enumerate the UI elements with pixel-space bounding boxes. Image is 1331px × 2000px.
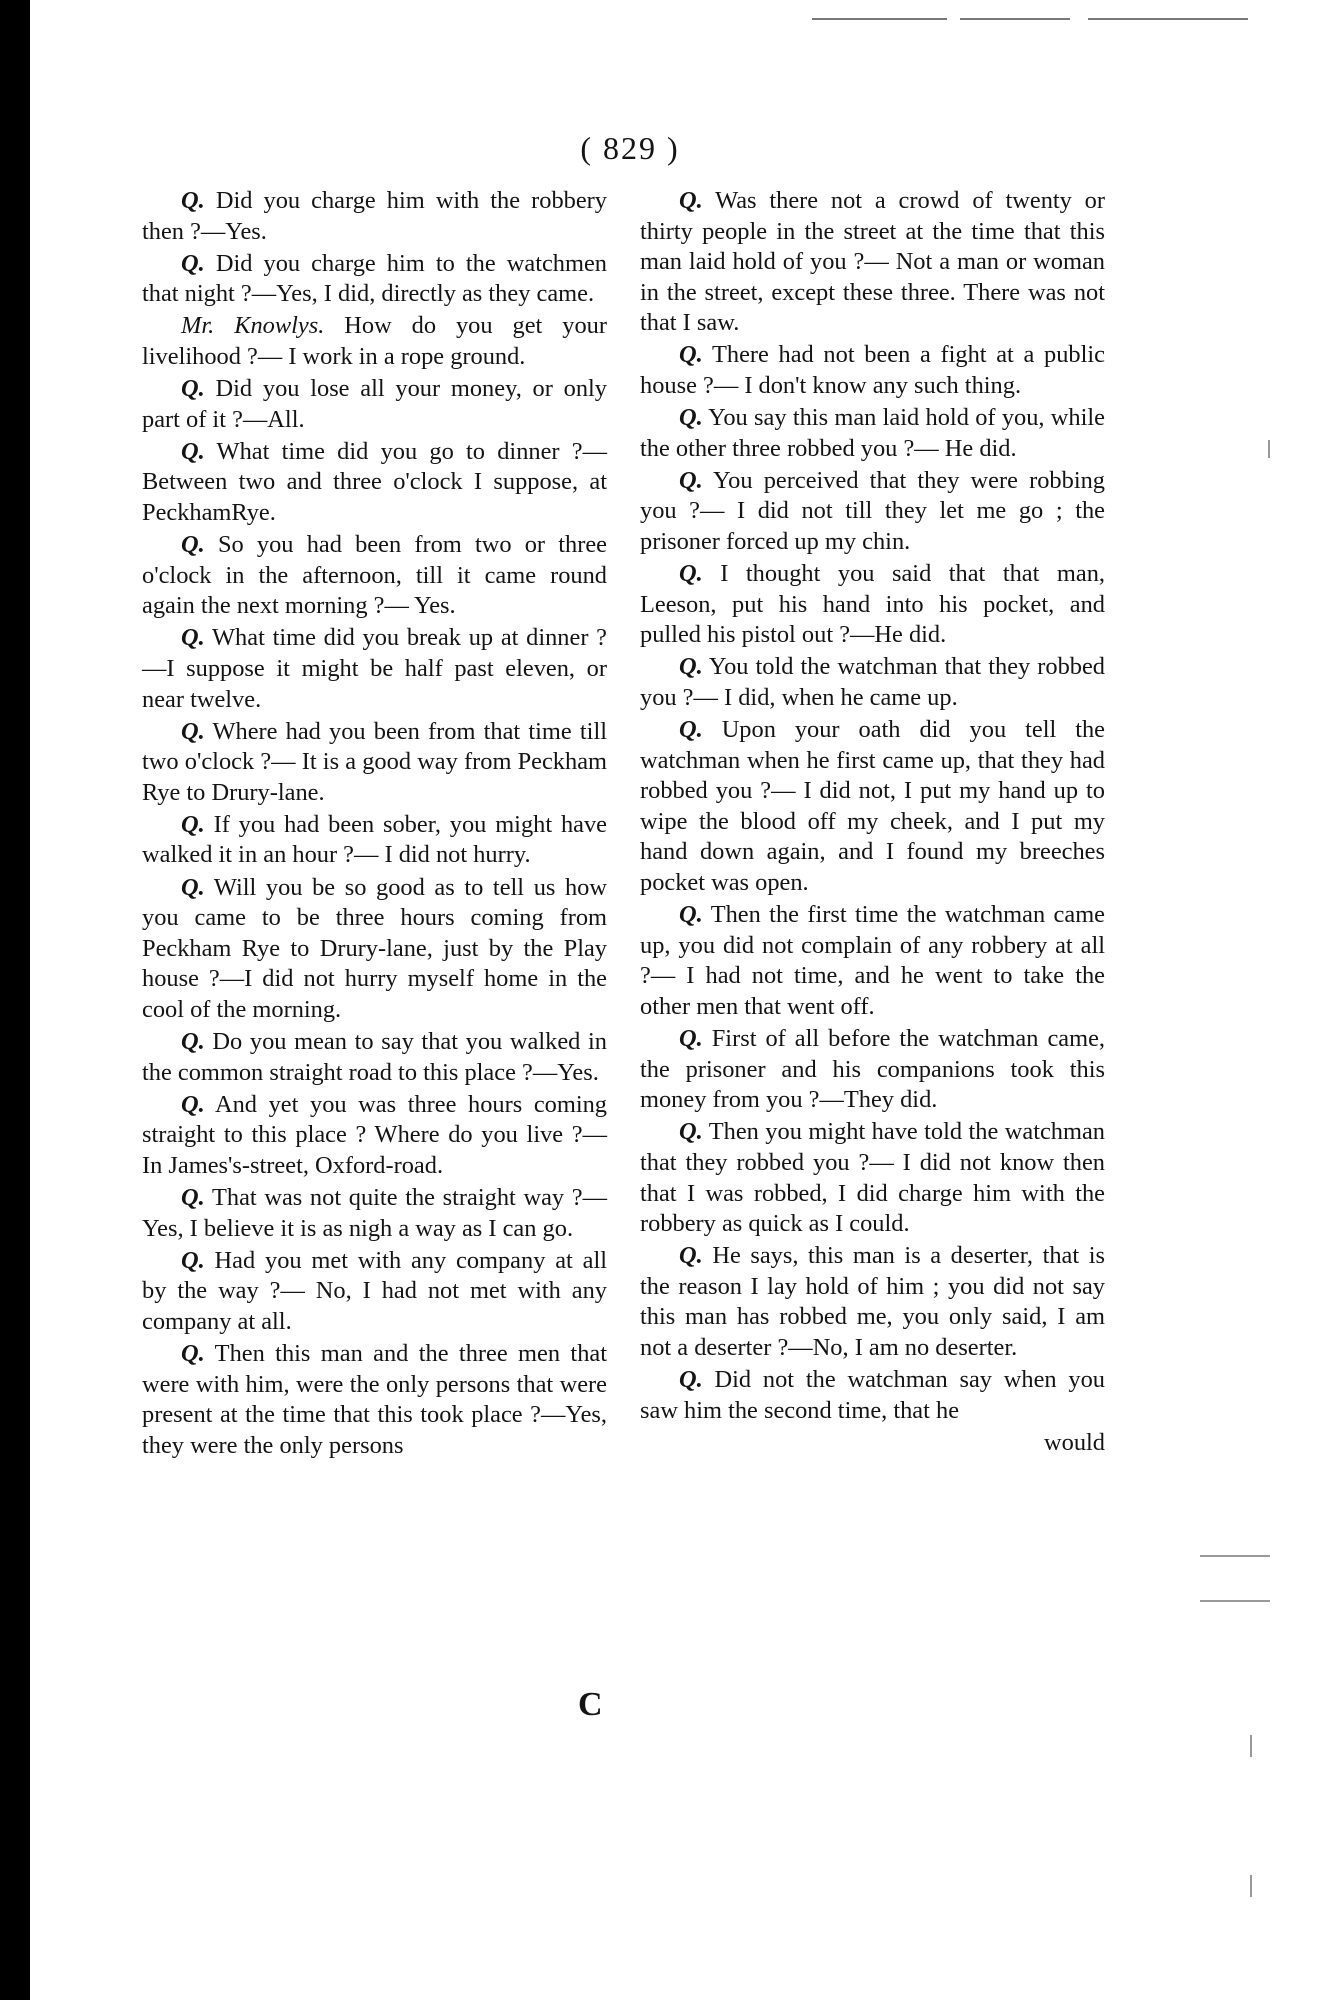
paragraph-text: If you had been sober, you might have walked it in an hour ?— I did not hurry. bbox=[142, 810, 607, 869]
paragraph-text: Where had you been from that time till two o'clock ?— It is a good way from Peckham Rye to Drury-lane. bbox=[142, 717, 607, 806]
paragraph-text: You perceived that they were robbing you ?— I did not till they let me go ; the prisoner forced up my chin. bbox=[640, 466, 1105, 556]
question-mark: Q. bbox=[181, 1246, 205, 1274]
paragraph-text: I thought you said that that man, Leeson, put his hand into his pocket, and pulled his pistol out ?—He did. bbox=[640, 560, 1105, 649]
paragraph bbox=[640, 403, 1105, 464]
paragraph-text: How do you get your livelihood ?— I work in a rope ground. bbox=[142, 312, 607, 370]
question-mark: Q. bbox=[181, 249, 205, 277]
paragraph bbox=[142, 623, 607, 715]
paragraph-text: What time did you go to dinner ?—Between two and three o'clock I suppose, at PeckhamRye. bbox=[142, 437, 607, 526]
paragraph bbox=[142, 374, 607, 435]
paragraph-text: And yet you was three hours coming straight to this place ? Where do you live ?— In James's-street, Oxford-road. bbox=[142, 1090, 607, 1179]
paragraph-text: Did not the watchman say when you saw him the second time, that he bbox=[640, 1366, 1105, 1424]
top-rule-2 bbox=[960, 18, 1070, 20]
paragraph bbox=[142, 1183, 607, 1244]
paragraph bbox=[640, 900, 1105, 1022]
paragraph bbox=[640, 559, 1105, 651]
paragraph-text: Do you mean to say that you walked in the common straight road to this place ?—Yes. bbox=[142, 1028, 607, 1086]
question-mark: Q. bbox=[679, 901, 703, 929]
question-mark: Q. bbox=[181, 1339, 205, 1367]
signature-mark: C bbox=[578, 1686, 603, 1723]
paragraph-text: What time did you break up at dinner ?—I suppose it might be half past eleven, or near twelve. bbox=[142, 624, 607, 713]
paragraph bbox=[640, 1024, 1105, 1116]
question-mark: Q. bbox=[181, 375, 205, 403]
question-mark: Q. bbox=[181, 624, 205, 652]
paragraph-text: There had not been a fight at a public house ?— I don't know any such thing. bbox=[640, 341, 1105, 400]
paragraph bbox=[142, 1027, 607, 1088]
paragraph bbox=[142, 437, 607, 529]
question-mark: Q. bbox=[679, 716, 703, 744]
question-mark: Q. bbox=[181, 873, 205, 901]
paragraph bbox=[640, 1117, 1105, 1239]
margin-mark bbox=[1268, 440, 1270, 458]
page-number: ( 829 ) bbox=[580, 130, 680, 166]
question-mark: Q. bbox=[181, 1028, 205, 1056]
question-mark: Q. bbox=[679, 560, 703, 588]
margin-mark bbox=[1200, 1600, 1270, 1602]
paragraph-text: Did you lose all your money, or only part of it ?—All. bbox=[142, 375, 607, 433]
paragraph-text: That was not quite the straight way ?—Yes, I believe it is as nigh a way as I can go. bbox=[142, 1184, 607, 1242]
paragraph-text: First of all before the watchman came, the prisoner and his companions took this money from you ?—They did. bbox=[640, 1025, 1105, 1114]
question-mark: Q. bbox=[679, 1025, 703, 1053]
question-mark: Q. bbox=[181, 531, 205, 559]
left-column bbox=[142, 186, 607, 1463]
question-mark: Q. bbox=[679, 187, 703, 214]
question-mark: Q. bbox=[181, 717, 205, 745]
paragraph-text: So you had been from two or three o'clock in the afternoon, till it came round again the next morning ?— Yes. bbox=[142, 531, 607, 620]
paragraph bbox=[142, 717, 607, 809]
paragraph bbox=[142, 1246, 607, 1338]
question-mark: Q. bbox=[679, 1118, 703, 1146]
paragraph-text: Upon your oath did you tell the watchman when he first came up, that they had robbed you ?— I did not, I put my hand up to wipe the blood off my cheek, and I put my hand down again, and I found my breeches pocket was open. bbox=[640, 716, 1105, 897]
speaker-name: Mr. Knowlys. bbox=[181, 312, 325, 340]
question-mark: Q. bbox=[181, 187, 205, 214]
paragraph-text: You say this man laid hold of you, while the other three robbed you ?— He did. bbox=[640, 404, 1105, 462]
paragraph-text: You told the watchman that they robbed you ?— I did, when he came up. bbox=[640, 653, 1105, 711]
paragraph bbox=[640, 466, 1105, 558]
question-mark: Q. bbox=[679, 404, 703, 432]
paragraph-text: Did you charge him with the robbery then ?—Yes. bbox=[142, 187, 607, 245]
catchword: would bbox=[1044, 1428, 1105, 1456]
top-rule-3 bbox=[1088, 18, 1248, 20]
paragraph-text: Then the first time the watchman came up, you did not complain of any robbery at all ?— I had not time, and he went to take the other men that went off. bbox=[640, 901, 1105, 1020]
paragraph-text: Had you met with any company at all by the way ?— No, I had not met with any company at all. bbox=[142, 1246, 607, 1335]
question-mark: Q. bbox=[181, 1090, 205, 1118]
paragraph bbox=[142, 1090, 607, 1182]
paragraph bbox=[142, 311, 607, 372]
question-mark: Q. bbox=[679, 1366, 703, 1394]
question-mark: Q. bbox=[181, 1184, 205, 1211]
paragraph-text: Then you might have told the watchman that they robbed you ?— I did not know then that I was robbed, I did charge him with the robbery as quick as I could. bbox=[640, 1118, 1105, 1238]
question-mark: Q. bbox=[679, 466, 703, 494]
paragraph-text: Then this man and the three men that were with him, were the only persons that were present at the time that this took place ?—Yes, they were the only persons bbox=[142, 1339, 607, 1459]
paragraph-text: Was there not a crowd of twenty or thirty people in the street at the time that this man laid hold of you ?— Not a man or woman in the street, except these three. There was not that I saw. bbox=[640, 187, 1105, 337]
binding-edge bbox=[0, 0, 30, 2000]
question-mark: Q. bbox=[181, 810, 205, 838]
question-mark: Q. bbox=[679, 341, 703, 369]
question-mark: Q. bbox=[679, 653, 703, 681]
paragraph bbox=[640, 186, 1105, 339]
question-mark: Q. bbox=[181, 437, 205, 465]
paragraph bbox=[640, 1241, 1105, 1363]
paragraph bbox=[142, 1339, 607, 1461]
paragraph-text: He says, this man is a deserter, that is the reason I lay hold of him ; you did not say this man has robbed me, you only said, I am not a deserter ?—No, I am no deserter. bbox=[640, 1242, 1105, 1361]
paragraph bbox=[640, 715, 1105, 899]
paragraph bbox=[640, 340, 1105, 401]
paragraph bbox=[640, 1365, 1105, 1426]
paragraph bbox=[640, 652, 1105, 713]
top-rule-1 bbox=[812, 18, 947, 20]
paragraph bbox=[142, 873, 607, 1026]
question-mark: Q. bbox=[679, 1242, 703, 1270]
margin-mark bbox=[1250, 1875, 1252, 1897]
paragraph-text: Did you charge him to the watchmen that night ?—Yes, I did, directly as they came. bbox=[142, 249, 607, 308]
margin-mark bbox=[1250, 1735, 1252, 1757]
paragraph-text: Will you be so good as to tell us how you came to be three hours coming from Peckham Rye to Drury-lane, just by the Play house ?—I did not hurry myself home in the cool of the morning. bbox=[142, 873, 607, 1023]
paragraph bbox=[142, 810, 607, 871]
paragraph bbox=[142, 249, 607, 310]
right-column bbox=[640, 186, 1105, 1460]
margin-mark bbox=[1200, 1555, 1270, 1557]
paragraph bbox=[142, 530, 607, 622]
paragraph bbox=[142, 186, 607, 247]
